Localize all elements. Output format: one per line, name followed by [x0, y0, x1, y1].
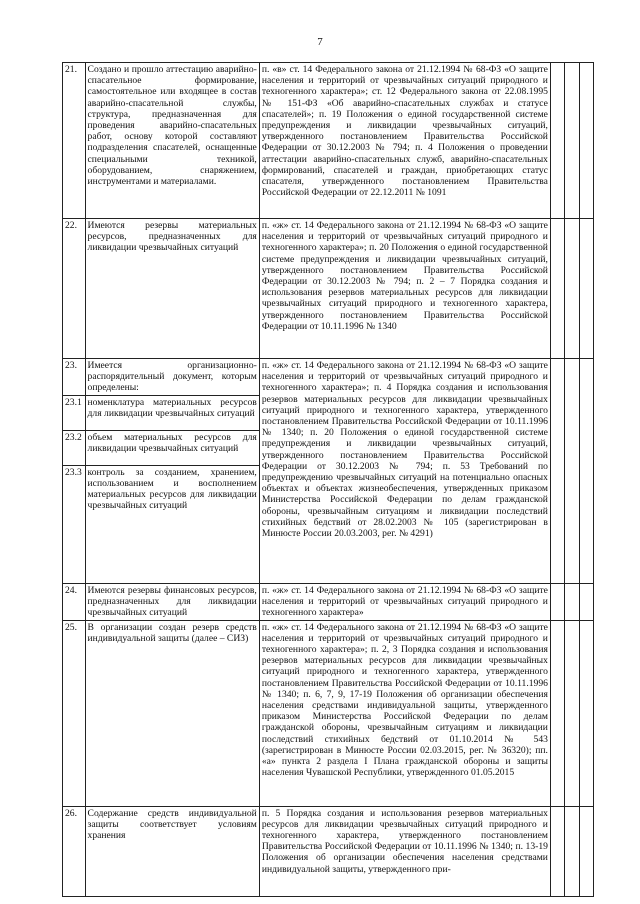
answer-na-cell[interactable]: [579, 583, 593, 620]
answer-no-cell[interactable]: [565, 219, 579, 359]
answer-yes-cell[interactable]: [550, 620, 564, 806]
table-row: [63, 806, 594, 896]
requirement-text: Имеются резервы финансовых ресурсов, предназначенных для ликвидации чрезвычайных ситуаций: [85, 583, 259, 620]
requirement-text: В организации создан резерв средств индивидуальной защиты (далее – СИЗ): [85, 620, 259, 806]
requirement-text: объем материальных ресурсов для ликвидации чрезвычайных ситуаций: [85, 430, 259, 465]
answer-yes-cell[interactable]: [550, 219, 564, 359]
page-number: 7: [317, 36, 323, 48]
legal-basis-text: п. «ж» ст. 14 Федерального закона от 21.12.1994 № 68-ФЗ «О защите населения и территорий от чрезвычайных ситуаций природного и техногенного характера»; п. 20 Положения о единой государственной системе предупреждения и ликвидации чрезвычайных ситуаций, утвержденного постановлением Правительства Российской Федерации от 30.12.2003 № 794; п. 2 – 7 Порядка создания и использования резервов материальных ресурсов для ликвидации чрезвычайных ситуаций природного и техногенного характера, утвержденного постановлением Правительства Российской Федерации от 10.11.1996 № 1340: [259, 219, 550, 359]
table-row: [63, 620, 594, 806]
answer-yes-cell[interactable]: [550, 806, 564, 896]
row-number: 23.1: [63, 395, 86, 430]
table-row: [63, 219, 594, 359]
table-row: [63, 63, 594, 219]
legal-basis-text: п. 5 Порядка создания и использования резервов материальных ресурсов для ликвидации чрезвычайных ситуаций природного и техногенного характера, утвержденного постановлением Правительства Российской Федерации от 10.11.1996 № 1340; п. 13-19 Положения об организации обеспечения населения средствами индивидуальной защиты, утвержденного при-: [259, 806, 550, 896]
answer-na-cell[interactable]: [579, 219, 593, 359]
answer-no-cell[interactable]: [565, 620, 579, 806]
row-number: 23.: [63, 359, 86, 396]
row-number: 25.: [63, 620, 86, 806]
row-number: 21.: [63, 63, 86, 219]
requirement-text: Имеются резервы материальных ресурсов, предназначенных для ликвидации чрезвычайных ситуаций: [85, 219, 259, 359]
requirement-text: контроль за созданием, хранением, использованием и восполнением материальных ресурсов для ликвидации чрезвычайных ситуаций: [85, 465, 259, 583]
answer-no-cell[interactable]: [565, 583, 579, 620]
table-row: [63, 359, 594, 396]
answer-yes-cell[interactable]: [550, 359, 564, 584]
row-number: 23.3: [63, 465, 86, 583]
requirement-text: Имеется организационно-распорядительный документ, которым определены:: [85, 359, 259, 396]
requirement-text: номенклатура материальных ресурсов для ликвидации чрезвычайных ситуаций: [85, 395, 259, 430]
answer-na-cell[interactable]: [579, 806, 593, 896]
requirement-text: Создано и прошло аттестацию аварийно-спасательное формирование, самостоятельное или входящее в состав аварийно-спасательной службы, структура, предназначенная для проведения аварийно-спасательных работ, основу которой составляют подразделения спасателей, оснащенные специальными техникой, оборудованием, снаряжением, инструментами и материалами.: [85, 63, 259, 219]
legal-basis-text: п. «ж» ст. 14 Федерального закона от 21.12.1994 № 68-ФЗ «О защите населения и территорий от чрезвычайных ситуаций природного и техногенного характера»: [259, 583, 550, 620]
answer-no-cell[interactable]: [565, 63, 579, 219]
row-number: 24.: [63, 583, 86, 620]
answer-na-cell[interactable]: [579, 63, 593, 219]
answer-yes-cell[interactable]: [550, 583, 564, 620]
legal-basis-text: п. «в» ст. 14 Федерального закона от 21.12.1994 № 68-ФЗ «О защите населения и территорий от чрезвычайных ситуаций природного и техногенного характера»; ст. 12 Федерального закона от 22.08.1995 № 151-ФЗ «Об аварийно-спасательных службах и статусе спасателей»; п. 19 Положения о единой государственной системе предупреждения и ликвидации чрезвычайных ситуаций, утвержденного постановлением Правительства Российской Федерации от 30.12.2003 № 794; п. 4 Положения о проведении аттестации аварийно-спасательных служб, аварийно-спасательных формирований, спасателей и граждан, приобретающих статус спасателя, утвержденного постановлением Правительства Российской Федерации от 22.12.2011 № 1091: [259, 63, 550, 219]
answer-no-cell[interactable]: [565, 359, 579, 584]
legal-basis-text: п. «ж» ст. 14 Федерального закона от 21.12.1994 № 68-ФЗ «О защите населения и территорий от чрезвычайных ситуаций природного и техногенного характера»; п. 4 Порядка создания и использования резервов материальных ресурсов для ликвидации чрезвычайных ситуаций природного и техногенного характера, утвержденного постановлением Правительства Российской Федерации от 10.11.1996 № 1340; п. 20 Положения о единой государственной системе предупреждения и ликвидации чрезвычайных ситуаций, утвержденного постановлением Правительства Российской Федерации от 30.12.2003 № 794; п. 53 Требований по предупреждению чрезвычайных ситуаций на потенциально опасных объектах и объектах жизнеобеспечения, утвержденных приказом Министерства Российской Федерации по делам гражданской обороны, чрезвычайным ситуациям и ликвидации последствий стихийных бедствий от 28.02.2003 № 105 (зарегистрирован в Минюсте России 20.03.2003, рег. № 4291): [259, 359, 550, 584]
checklist-table: [62, 62, 594, 897]
row-number: 22.: [63, 219, 86, 359]
legal-basis-text: п. «ж» ст. 14 Федерального закона от 21.12.1994 № 68-ФЗ «О защите населения и территорий от чрезвычайных ситуаций природного и техногенного характера»; п. 2, 3 Порядка создания и использования резервов материальных ресурсов для ликвидации чрезвычайных ситуаций природного и техногенного характера, утвержденного постановлением Правительства Российской Федерации от 10.11.1996 № 1340; п. 6, 7, 9, 17-19 Положения об организации обеспечения населения средствами индивидуальной защиты, утвержденного приказом Министерства Российской Федерации по делам гражданской обороны, чрезвычайным ситуациям и ликвидации последствий стихийных бедствий от 01.10.2014 № 543 (зарегистрирован в Минюсте России 02.03.2015, рег. № 36320); пп. «а» пункта 2 раздела I Плана гражданской обороны и защиты населения Чувашской Республики, утвержденного 01.05.2015: [259, 620, 550, 806]
row-number: 26.: [63, 806, 86, 896]
answer-no-cell[interactable]: [565, 806, 579, 896]
answer-na-cell[interactable]: [579, 620, 593, 806]
row-number: 23.2: [63, 430, 86, 465]
answer-yes-cell[interactable]: [550, 63, 564, 219]
table-row: [63, 583, 594, 620]
requirement-text: Содержание средств индивидуальной защиты соответствует условиям хранения: [85, 806, 259, 896]
answer-na-cell[interactable]: [579, 359, 593, 584]
